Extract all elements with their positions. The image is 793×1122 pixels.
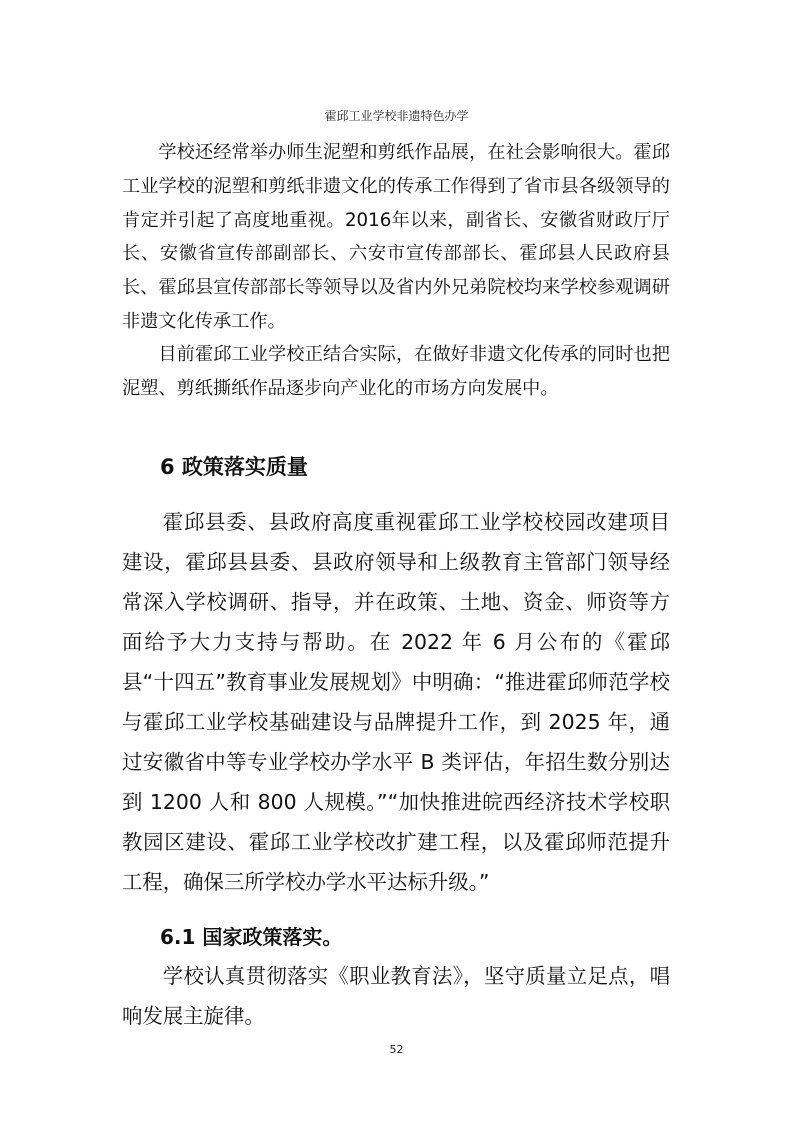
subsection-heading: 6.1 国家政策落实。: [160, 925, 343, 949]
paragraph-exhibitions: 学校还经常举办师生泥塑和剪纸作品展，在社会影响很大。霍邱工业学校的泥塑和剪纸非遗文化的传承工作得到了省市县各级领导的肯定并引起了高度地重视。2016年以来，副省长、安徽省财政厅厅长、安徽省宣传部副部长、六安市宣传部部长、霍邱县人民政府县长、霍邱县宣传部部长等领导以及省内外兄弟院校均来学校参观调研非遗文化传承工作。: [122, 142, 670, 332]
paragraph-industrialization: 目前霍邱工业学校正结合实际，在做好非遗文化传承的同时也把泥塑、剪纸撕纸作品逐步向产业化的市场方向发展中。: [122, 344, 670, 399]
paragraph-policy-support: 霍邱县委、县政府高度重视霍邱工业学校校园改建项目建设，霍邱县县委、县政府领导和上级教育主管部门领导经常深入学校调研、指导，并在政策、土地、资金、师资等方面给予大力支持与帮助。在 2022 年 6 月公布的《霍邱县“十四五”教育事业发展规划》中明确：“推进霍邱师范学校与霍邱工业学校基础建设与品牌提升工作，到 2025 年，通过安徽省中等专业学校办学水平 B 类评估，年招生数分别达到 1200 人和 800 人规模。”“加快推进皖西经济技术学校职教园区建设、霍邱工业学校改扩建工程，以及霍邱师范提升工程，确保三所学校办学水平达标升级。”: [122, 510, 670, 894]
paragraph-vocational-law: 学校认真贯彻落实《职业教育法》，坚守质量立足点，唱响发展主旋律。: [122, 964, 670, 1028]
running-header: 霍邱工业学校非遗特色办学: [324, 109, 469, 123]
section-heading: 6 政策落实质量: [160, 455, 308, 479]
page-number: 52: [389, 1043, 404, 1056]
